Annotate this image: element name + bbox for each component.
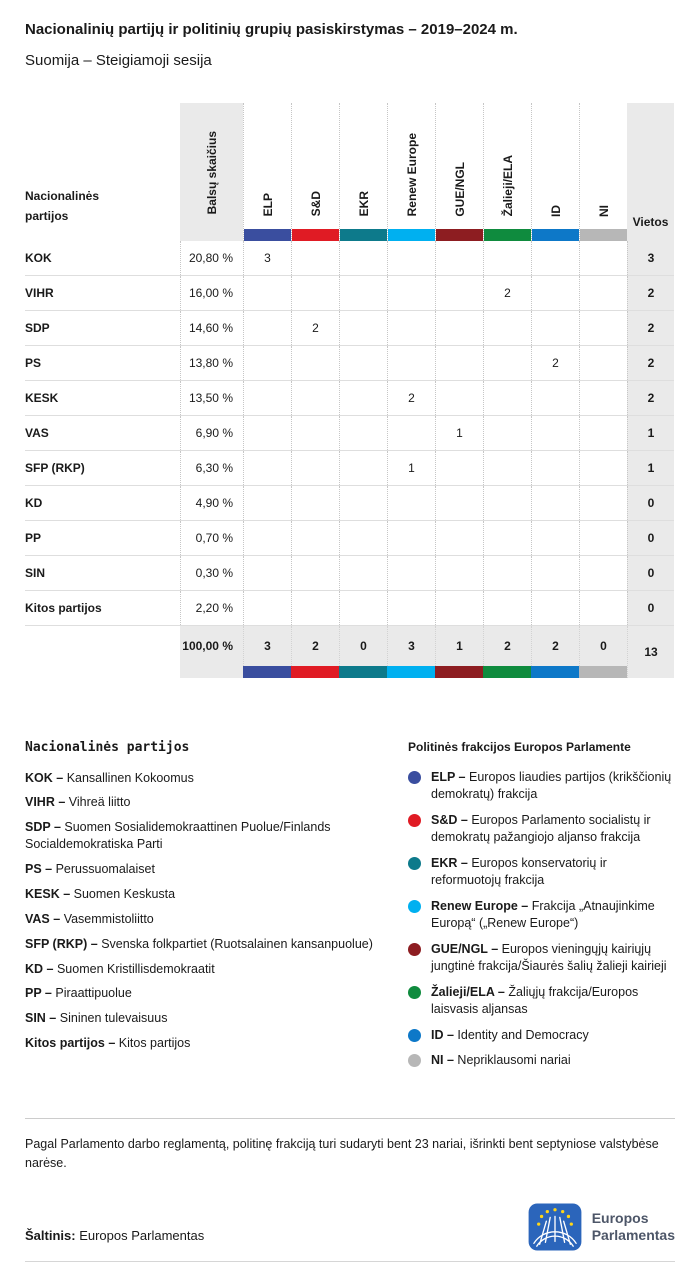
seats-count: 1 <box>627 451 674 485</box>
total-group-seats: 3 <box>387 626 435 666</box>
votes-share: 6,30 % <box>180 451 243 485</box>
group-full-name: Nepriklausomi nariai <box>457 1053 571 1067</box>
political-group-legend-item <box>408 1027 675 1045</box>
party-abbr: SDP – <box>25 820 61 835</box>
page-title: Nacionalinių partijų ir politinių grupių pasiskirstymas – 2019–2024 m. <box>25 21 518 38</box>
party-abbr: Kitos partijos – <box>25 1036 116 1051</box>
group-seats-cell <box>483 241 531 275</box>
total-group-seats: 2 <box>291 626 339 666</box>
total-color-strip <box>531 666 579 678</box>
group-seats-cell <box>291 521 339 555</box>
group-abbr: S&D – <box>431 812 468 827</box>
group-abbr: EKR – <box>431 855 468 870</box>
group-seats-cell <box>387 521 435 555</box>
party-name: VIHR <box>25 285 54 300</box>
group-seats-cell <box>435 591 483 625</box>
group-full-name: Europos liaudies partijos (krikščionių demokratų) frakcija <box>431 769 672 801</box>
seats-count: 0 <box>627 556 674 590</box>
party-full-name: Vihreä liitto <box>68 795 131 810</box>
group-color-bar <box>484 229 531 241</box>
group-color-bar <box>244 229 291 241</box>
legend-right-items <box>408 769 675 1070</box>
national-party-legend-item <box>25 794 390 811</box>
group-column-label: Renew Europe <box>404 133 419 217</box>
group-color-dot <box>408 900 421 913</box>
group-seats-cell: 2 <box>483 276 531 310</box>
group-description <box>431 898 675 933</box>
group-seats-cell <box>531 276 579 310</box>
group-seats-cell <box>291 241 339 275</box>
party-full-name: Perussuomalaiset <box>55 862 155 876</box>
table-row <box>25 416 674 451</box>
group-seats-cell <box>435 276 483 310</box>
total-group-seats: 2 <box>483 626 531 666</box>
group-description <box>431 812 675 847</box>
group-seats-cell <box>435 346 483 380</box>
group-seats-cell <box>483 346 531 380</box>
group-seats-cell <box>483 556 531 590</box>
group-seats-cell: 2 <box>387 381 435 415</box>
group-seats-cell <box>387 241 435 275</box>
total-color-strip <box>387 666 435 678</box>
group-column-label: EKR <box>356 191 371 217</box>
group-seats-cell <box>531 416 579 450</box>
legend-left-title: Nacionalinės partijos <box>25 739 190 755</box>
table-row <box>25 521 674 556</box>
table-total-row <box>25 626 674 678</box>
party-name: VAS <box>25 425 49 440</box>
group-seats-cell <box>339 486 387 520</box>
group-seats-cell: 3 <box>243 241 291 275</box>
group-seats-cell <box>579 556 627 590</box>
group-seats-cell <box>435 381 483 415</box>
group-color-dot <box>408 771 421 784</box>
group-color-bar <box>340 229 387 241</box>
group-seats-cell <box>291 416 339 450</box>
votes-share: 14,60 % <box>180 311 243 345</box>
group-column-label: GUE/NGL <box>452 161 467 217</box>
party-abbr: KOK – <box>25 770 64 785</box>
total-color-strip <box>291 666 339 678</box>
total-group-seats: 0 <box>579 626 627 666</box>
party-column-header <box>25 103 180 241</box>
group-seats-cell <box>339 556 387 590</box>
group-abbr: ELP – <box>431 769 466 784</box>
group-seats-cell <box>243 276 291 310</box>
legend-right-title: Politinės frakcijos Europos Parlamente <box>408 739 631 754</box>
group-seats-cell <box>435 556 483 590</box>
group-seats-cell <box>387 416 435 450</box>
group-seats-cell <box>243 556 291 590</box>
political-group-legend-item <box>408 941 675 976</box>
votes-share: 16,00 % <box>180 276 243 310</box>
group-seats-cell: 1 <box>387 451 435 485</box>
group-seats-cell <box>291 276 339 310</box>
group-seats-cell <box>291 346 339 380</box>
group-column-header <box>387 103 435 241</box>
page-subtitle: Suomija – Steigiamoji sesija <box>25 51 212 69</box>
seats-count: 2 <box>627 276 674 310</box>
national-party-legend-item <box>25 861 390 878</box>
seats-column-header <box>627 103 674 241</box>
group-column-label: NI <box>596 204 611 217</box>
table-row <box>25 591 674 626</box>
seats-count: 2 <box>627 346 674 380</box>
total-group-seats: 1 <box>435 626 483 666</box>
national-party-legend-item <box>25 819 390 853</box>
legend-political-groups <box>408 740 675 1078</box>
group-seats-cell <box>579 381 627 415</box>
party-abbr: PP – <box>25 986 52 1001</box>
table-header <box>25 103 674 241</box>
group-seats-cell <box>387 486 435 520</box>
table-row <box>25 241 674 276</box>
group-seats-cell <box>243 381 291 415</box>
group-color-bar <box>292 229 339 241</box>
group-color-bar <box>532 229 579 241</box>
group-seats-cell <box>387 346 435 380</box>
group-seats-cell <box>483 486 531 520</box>
total-color-strip <box>339 666 387 678</box>
seats-count: 0 <box>627 591 674 625</box>
group-seats-cell <box>339 346 387 380</box>
party-full-name: Suomen Kristillisdemokraatit <box>56 961 215 976</box>
results-table <box>25 103 674 678</box>
total-color-strip <box>435 666 483 678</box>
national-party-legend-item <box>25 961 390 978</box>
group-seats-cell <box>243 346 291 380</box>
group-seats-cell <box>291 486 339 520</box>
group-description <box>431 855 675 890</box>
political-group-legend-item <box>408 984 675 1019</box>
group-full-name: Identity and Democracy <box>457 1027 589 1042</box>
group-seats-cell <box>531 591 579 625</box>
total-group-seats: 3 <box>243 626 291 666</box>
party-full-name: Kitos partijos <box>118 1036 191 1051</box>
group-seats-cell <box>339 451 387 485</box>
total-empty-cell <box>25 626 180 678</box>
table-row <box>25 486 674 521</box>
group-seats-cell <box>579 241 627 275</box>
total-votes: 100,00 % <box>180 626 243 666</box>
total-seats: 13 <box>627 626 674 678</box>
group-full-name: Europos Parlamento socialistų ir demokratų pažangiojo aljanso frakcija <box>431 812 651 844</box>
group-description <box>431 941 675 976</box>
group-seats-cell <box>531 381 579 415</box>
party-name: KOK <box>25 250 52 265</box>
group-seats-cell <box>483 311 531 345</box>
group-seats-cell <box>435 521 483 555</box>
group-seats-cell <box>531 486 579 520</box>
party-name: SDP <box>25 320 50 335</box>
group-column-header <box>339 103 387 241</box>
group-column-header <box>291 103 339 241</box>
group-color-bar <box>436 229 483 241</box>
group-abbr: Renew Europe – <box>431 898 529 913</box>
group-seats-cell <box>387 556 435 590</box>
group-column-label: S&D <box>308 191 323 217</box>
group-seats-cell <box>579 521 627 555</box>
total-color-strip <box>483 666 531 678</box>
national-party-legend-item <box>25 985 390 1002</box>
seats-column-label: Vietos <box>632 214 669 229</box>
group-seats-cell <box>291 451 339 485</box>
group-column-header <box>435 103 483 241</box>
party-abbr: SIN – <box>25 1011 57 1026</box>
table-row <box>25 311 674 346</box>
votes-share: 20,80 % <box>180 241 243 275</box>
logo-line-2: Parlamentas <box>591 1227 675 1244</box>
party-full-name: Svenska folkpartiet (Ruotsalainen kansanpuolue) <box>101 936 373 951</box>
group-seats-cell <box>243 486 291 520</box>
group-seats-cell: 2 <box>531 346 579 380</box>
party-full-name: Piraattipuolue <box>55 986 132 1001</box>
group-abbr: Žalieji/ELA – <box>431 984 505 999</box>
group-full-name: Žaliųjų frakcija/Europos laisvasis aljansas <box>431 984 639 1016</box>
group-column-label: ID <box>548 204 563 217</box>
group-abbr: ID – <box>431 1027 454 1042</box>
group-seats-cell <box>483 521 531 555</box>
group-full-name: Europos konservatorių ir reformuotojų frakcija <box>431 855 607 887</box>
group-seats-cell <box>339 416 387 450</box>
national-party-legend-item <box>25 911 390 928</box>
group-color-dot <box>408 943 421 956</box>
group-seats-cell <box>531 451 579 485</box>
party-column-label: Nacionalinės partijos <box>25 188 100 224</box>
group-column-header <box>579 103 627 241</box>
group-seats-cell <box>435 451 483 485</box>
party-abbr: VAS – <box>25 911 61 926</box>
party-abbr: PS – <box>25 862 53 876</box>
party-full-name: Suomen Keskusta <box>73 886 176 901</box>
party-abbr: KESK – <box>25 886 71 901</box>
party-name: Kitos partijos <box>25 600 102 615</box>
total-color-strip <box>579 666 627 678</box>
group-seats-cell <box>291 591 339 625</box>
group-color-dot <box>408 1029 421 1042</box>
national-party-legend-item <box>25 1035 390 1052</box>
source-text <box>25 1228 204 1251</box>
group-seats-cell: 2 <box>291 311 339 345</box>
national-party-legend-item <box>25 886 390 903</box>
party-full-name: Kansallinen Kokoomus <box>66 770 194 785</box>
group-seats-cell <box>339 381 387 415</box>
eu-parliament-logo <box>528 1203 675 1251</box>
group-seats-cell <box>483 451 531 485</box>
group-column-header <box>531 103 579 241</box>
group-seats-cell <box>387 276 435 310</box>
group-seats-cell <box>243 311 291 345</box>
group-column-header <box>483 103 531 241</box>
group-description <box>431 1052 571 1070</box>
group-seats-cell <box>531 521 579 555</box>
party-name: SFP (RKP) <box>25 460 85 475</box>
total-votes-strip <box>180 666 243 678</box>
group-seats-cell <box>339 521 387 555</box>
group-seats-cell <box>531 311 579 345</box>
national-party-legend-item <box>25 770 390 787</box>
group-seats-cell <box>339 311 387 345</box>
group-seats-cell <box>579 486 627 520</box>
group-color-bar <box>580 229 627 241</box>
group-seats-cell <box>579 346 627 380</box>
votes-share: 13,80 % <box>180 346 243 380</box>
group-description <box>431 984 675 1019</box>
group-seats-cell <box>435 311 483 345</box>
seats-count: 3 <box>627 241 674 275</box>
total-group-seats: 0 <box>339 626 387 666</box>
votes-column-label: Balsų skaičius <box>204 131 219 215</box>
group-seats-cell <box>579 311 627 345</box>
group-seats-cell <box>339 276 387 310</box>
table-row <box>25 381 674 416</box>
logo-line-1: Europos <box>591 1209 649 1226</box>
group-seats-cell <box>531 241 579 275</box>
group-description <box>431 1027 589 1045</box>
table-row <box>25 451 674 486</box>
group-seats-cell <box>243 451 291 485</box>
group-seats-cell <box>435 241 483 275</box>
party-name: KD <box>25 495 43 510</box>
group-seats-cell <box>579 416 627 450</box>
seats-count: 1 <box>627 416 674 450</box>
seats-count: 0 <box>627 521 674 555</box>
eu-parliament-wordmark <box>592 1210 675 1245</box>
votes-share: 4,90 % <box>180 486 243 520</box>
seats-count: 0 <box>627 486 674 520</box>
table-row <box>25 276 674 311</box>
group-seats-cell <box>579 451 627 485</box>
party-full-name: Sininen tulevaisuus <box>59 1011 168 1026</box>
party-abbr: SFP (RKP) – <box>25 936 98 951</box>
group-seats-cell: 1 <box>435 416 483 450</box>
table-body <box>25 241 674 626</box>
group-color-dot <box>408 857 421 870</box>
legend-national-parties <box>25 740 408 1078</box>
party-name: PP <box>25 530 42 545</box>
group-seats-cell <box>291 556 339 590</box>
total-group-seats: 2 <box>531 626 579 666</box>
group-full-name: Frakcija „Atnaujinkime Europą“ („Renew Europe“) <box>431 898 655 930</box>
votes-share: 13,50 % <box>180 381 243 415</box>
party-name: PS <box>25 355 42 370</box>
political-group-legend-item <box>408 1052 675 1070</box>
group-full-name: Europos vieningųjų kairiųjų jungtinė frakcija/Šiaurės šalių žalieji kairieji <box>431 941 667 973</box>
party-name: KESK <box>25 390 59 405</box>
group-color-dot <box>408 1054 421 1067</box>
political-group-legend-item <box>408 769 675 804</box>
party-abbr: VIHR – <box>25 795 66 810</box>
group-column-label: ELP <box>260 193 275 217</box>
group-seats-cell <box>387 591 435 625</box>
group-seats-cell <box>579 276 627 310</box>
group-seats-cell <box>579 591 627 625</box>
group-abbr: NI – <box>431 1053 454 1067</box>
group-abbr: GUE/NGL – <box>431 941 499 956</box>
group-column-header <box>243 103 291 241</box>
national-party-legend-item <box>25 1010 390 1027</box>
group-seats-cell <box>339 591 387 625</box>
group-seats-cell <box>243 591 291 625</box>
group-color-dot <box>408 814 421 827</box>
group-seats-cell <box>291 381 339 415</box>
group-seats-cell <box>483 416 531 450</box>
legend-left-items <box>25 770 390 1053</box>
total-color-strip <box>243 666 291 678</box>
party-abbr: KD – <box>25 961 54 976</box>
group-seats-cell <box>387 311 435 345</box>
source-name: Europos Parlamentas <box>79 1228 205 1244</box>
table-row <box>25 556 674 591</box>
source-row <box>25 1203 675 1262</box>
votes-share: 0,30 % <box>180 556 243 590</box>
national-party-legend-item <box>25 936 390 953</box>
footnote: Pagal Parlamento darbo reglamentą, politinę frakciją turi sudaryti bent 23 nariai, išrinkti bent septyniose valstybėse narėse. <box>25 1118 675 1174</box>
group-seats-cell <box>483 591 531 625</box>
group-seats-cell <box>243 521 291 555</box>
votes-column-header <box>180 103 243 241</box>
party-name: SIN <box>25 565 46 580</box>
political-group-legend-item <box>408 898 675 933</box>
votes-share: 2,20 % <box>180 591 243 625</box>
votes-share: 0,70 % <box>180 521 243 555</box>
eu-parliament-logo-icon <box>528 1203 582 1251</box>
group-column-label: Žalieji/ELA <box>500 155 515 217</box>
seats-count: 2 <box>627 311 674 345</box>
group-seats-cell <box>435 486 483 520</box>
legend-section <box>25 740 675 1078</box>
group-color-dot <box>408 986 421 999</box>
political-group-legend-item <box>408 855 675 890</box>
group-seats-cell <box>243 416 291 450</box>
group-color-bar <box>388 229 435 241</box>
seats-count: 2 <box>627 381 674 415</box>
votes-share: 6,90 % <box>180 416 243 450</box>
group-seats-cell <box>531 556 579 590</box>
table-row <box>25 346 674 381</box>
party-full-name: Vasemmistoliitto <box>63 911 154 926</box>
group-seats-cell <box>339 241 387 275</box>
group-seats-cell <box>483 381 531 415</box>
group-description <box>431 769 675 804</box>
political-group-legend-item <box>408 812 675 847</box>
party-full-name: Suomen Sosialidemokraattinen Puolue/Finlands Socialdemokratiska Parti <box>25 820 331 852</box>
source-label: Šaltinis: <box>25 1228 76 1244</box>
